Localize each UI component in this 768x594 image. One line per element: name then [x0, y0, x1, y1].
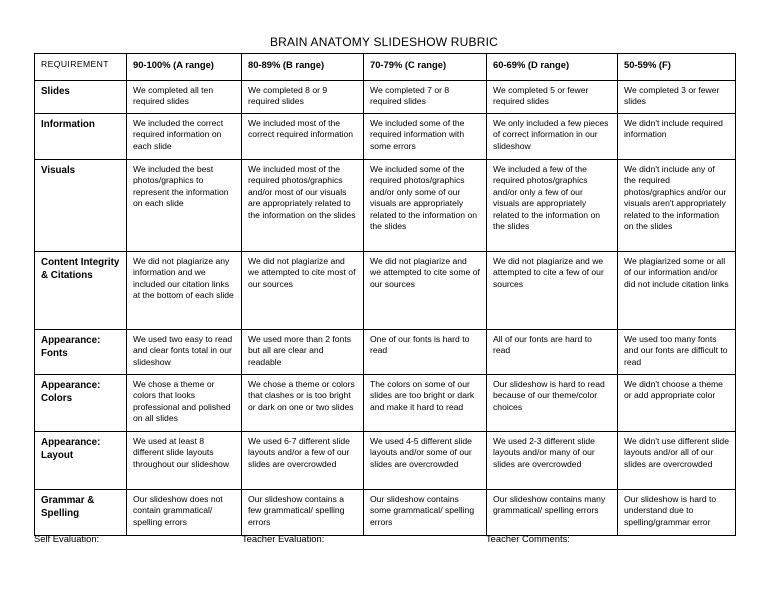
teacher-evaluation-label: Teacher Evaluation:: [242, 533, 325, 544]
rubric-cell: Our slideshow is hard to read because of our theme/color choices: [487, 375, 618, 432]
table-row: [35, 490, 736, 536]
rubric-cell: We included a few of the required photos/graphics and/or only a few of our visuals are appropriately related to the information on the slides: [487, 160, 618, 252]
table-row: [35, 114, 736, 160]
rubric-cell: We did not plagiarize and we attempted to cite some of our sources: [364, 252, 487, 330]
rubric-cell: We completed 3 or fewer slides: [618, 81, 736, 114]
criterion-label: Grammar & Spelling: [35, 490, 127, 536]
rubric-cell: The colors on some of our slides are too bright or dark and make it hard to read: [364, 375, 487, 432]
rubric-cell: We completed 8 or 9 required slides: [242, 81, 364, 114]
table-row: [35, 375, 736, 432]
header-c-range: 70-79% (C range): [364, 54, 487, 81]
rubric-cell: All of our fonts are hard to read: [487, 330, 618, 375]
rubric-cell: We used 4-5 different slide layouts and/or some of our slides are overcrowded: [364, 432, 487, 490]
rubric-cell: We included most of the correct required information: [242, 114, 364, 160]
rubric-cell: We chose a theme or colors that clashes or is too bright or dark on one or two slides: [242, 375, 364, 432]
rubric-cell: We did not plagiarize any information and we included our citation links at the bottom of each slide: [127, 252, 242, 330]
rubric-title: BRAIN ANATOMY SLIDESHOW RUBRIC: [269, 35, 499, 49]
header-b-range: 80-89% (B range): [242, 54, 364, 81]
rubric-cell: We plagiarized some or all of our information and/or did not include citation links: [618, 252, 736, 330]
table-row: [35, 252, 736, 330]
rubric-cell: We included some of the required information with some errors: [364, 114, 487, 160]
rubric-cell: We only included a few pieces of correct information in our slideshow: [487, 114, 618, 160]
table-row: [35, 81, 736, 114]
rubric-cell: One of our fonts is hard to read: [364, 330, 487, 375]
rubric-cell: We used at least 8 different slide layouts throughout our slideshow: [127, 432, 242, 490]
rubric-cell: We completed 5 or fewer required slides: [487, 81, 618, 114]
rubric-cell: We used more than 2 fonts but all are clear and readable: [242, 330, 364, 375]
criterion-label: Information: [35, 114, 127, 160]
rubric-cell: We didn't include required information: [618, 114, 736, 160]
rubric-cell: Our slideshow contains some grammatical/ spelling errors: [364, 490, 487, 536]
rubric-cell: We did not plagiarize and we attempted to cite most of our sources: [242, 252, 364, 330]
rubric-cell: We used 2-3 different slide layouts and/or many of our slides are overcrowded: [487, 432, 618, 490]
table-row: [35, 160, 736, 252]
rubric-cell: We used 6-7 different slide layouts and/or a few of our slides are overcrowded: [242, 432, 364, 490]
rubric-cell: We completed 7 or 8 required slides: [364, 81, 487, 114]
header-requirement: REQUIREMENT: [35, 54, 127, 81]
rubric-cell: We included the correct required information on each slide: [127, 114, 242, 160]
rubric-cell: Our slideshow contains many grammatical/ spelling errors: [487, 490, 618, 536]
rubric-cell: We completed all ten required slides: [127, 81, 242, 114]
table-row: [35, 432, 736, 490]
evaluation-footer: [0, 533, 768, 547]
rubric-cell: We included some of the required photos/graphics and/or only some of our visuals are appropriately related to the information on the slides: [364, 160, 487, 252]
criterion-label: Visuals: [35, 160, 127, 252]
header-f-range: 50-59% (F): [618, 54, 736, 81]
header-row: [35, 54, 736, 81]
self-evaluation-label: Self Evaluation:: [34, 533, 100, 544]
rubric-cell: We included most of the required photos/graphics and/or most of our visuals are appropriately related to the information on the slides: [242, 160, 364, 252]
criterion-label: Appearance: Fonts: [35, 330, 127, 375]
criterion-label: Appearance: Colors: [35, 375, 127, 432]
rubric-table: [34, 53, 736, 536]
rubric-cell: We chose a theme or colors that looks professional and polished on all slides: [127, 375, 242, 432]
rubric-cell: We didn't choose a theme or add appropriate color: [618, 375, 736, 432]
criterion-label: Slides: [35, 81, 127, 114]
table-row: [35, 330, 736, 375]
rubric-cell: We did not plagiarize and we attempted to cite a few of our sources: [487, 252, 618, 330]
rubric-cell: Our slideshow does not contain grammatical/ spelling errors: [127, 490, 242, 536]
rubric-cell: We included the best photos/graphics to represent the information on each slide: [127, 160, 242, 252]
rubric-cell: We didn't use different slide layouts and/or all of our slides are overcrowded: [618, 432, 736, 490]
rubric-cell: We didn't include any of the required photos/graphics and/or our visuals aren't appropriately related to the information on the slides: [618, 160, 736, 252]
rubric-cell: Our slideshow is hard to understand due to spelling/grammar error: [618, 490, 736, 536]
rubric-cell: We used too many fonts and our fonts are difficult to read: [618, 330, 736, 375]
header-d-range: 60-69% (D range): [487, 54, 618, 81]
teacher-comments-label: Teacher Comments:: [486, 533, 570, 544]
header-a-range: 90-100% (A range): [127, 54, 242, 81]
criterion-label: Appearance: Layout: [35, 432, 127, 490]
rubric-cell: We used two easy to read and clear fonts total in our slideshow: [127, 330, 242, 375]
rubric-cell: Our slideshow contains a few grammatical/ spelling errors: [242, 490, 364, 536]
criterion-label: Content Integrity & Citations: [35, 252, 127, 330]
